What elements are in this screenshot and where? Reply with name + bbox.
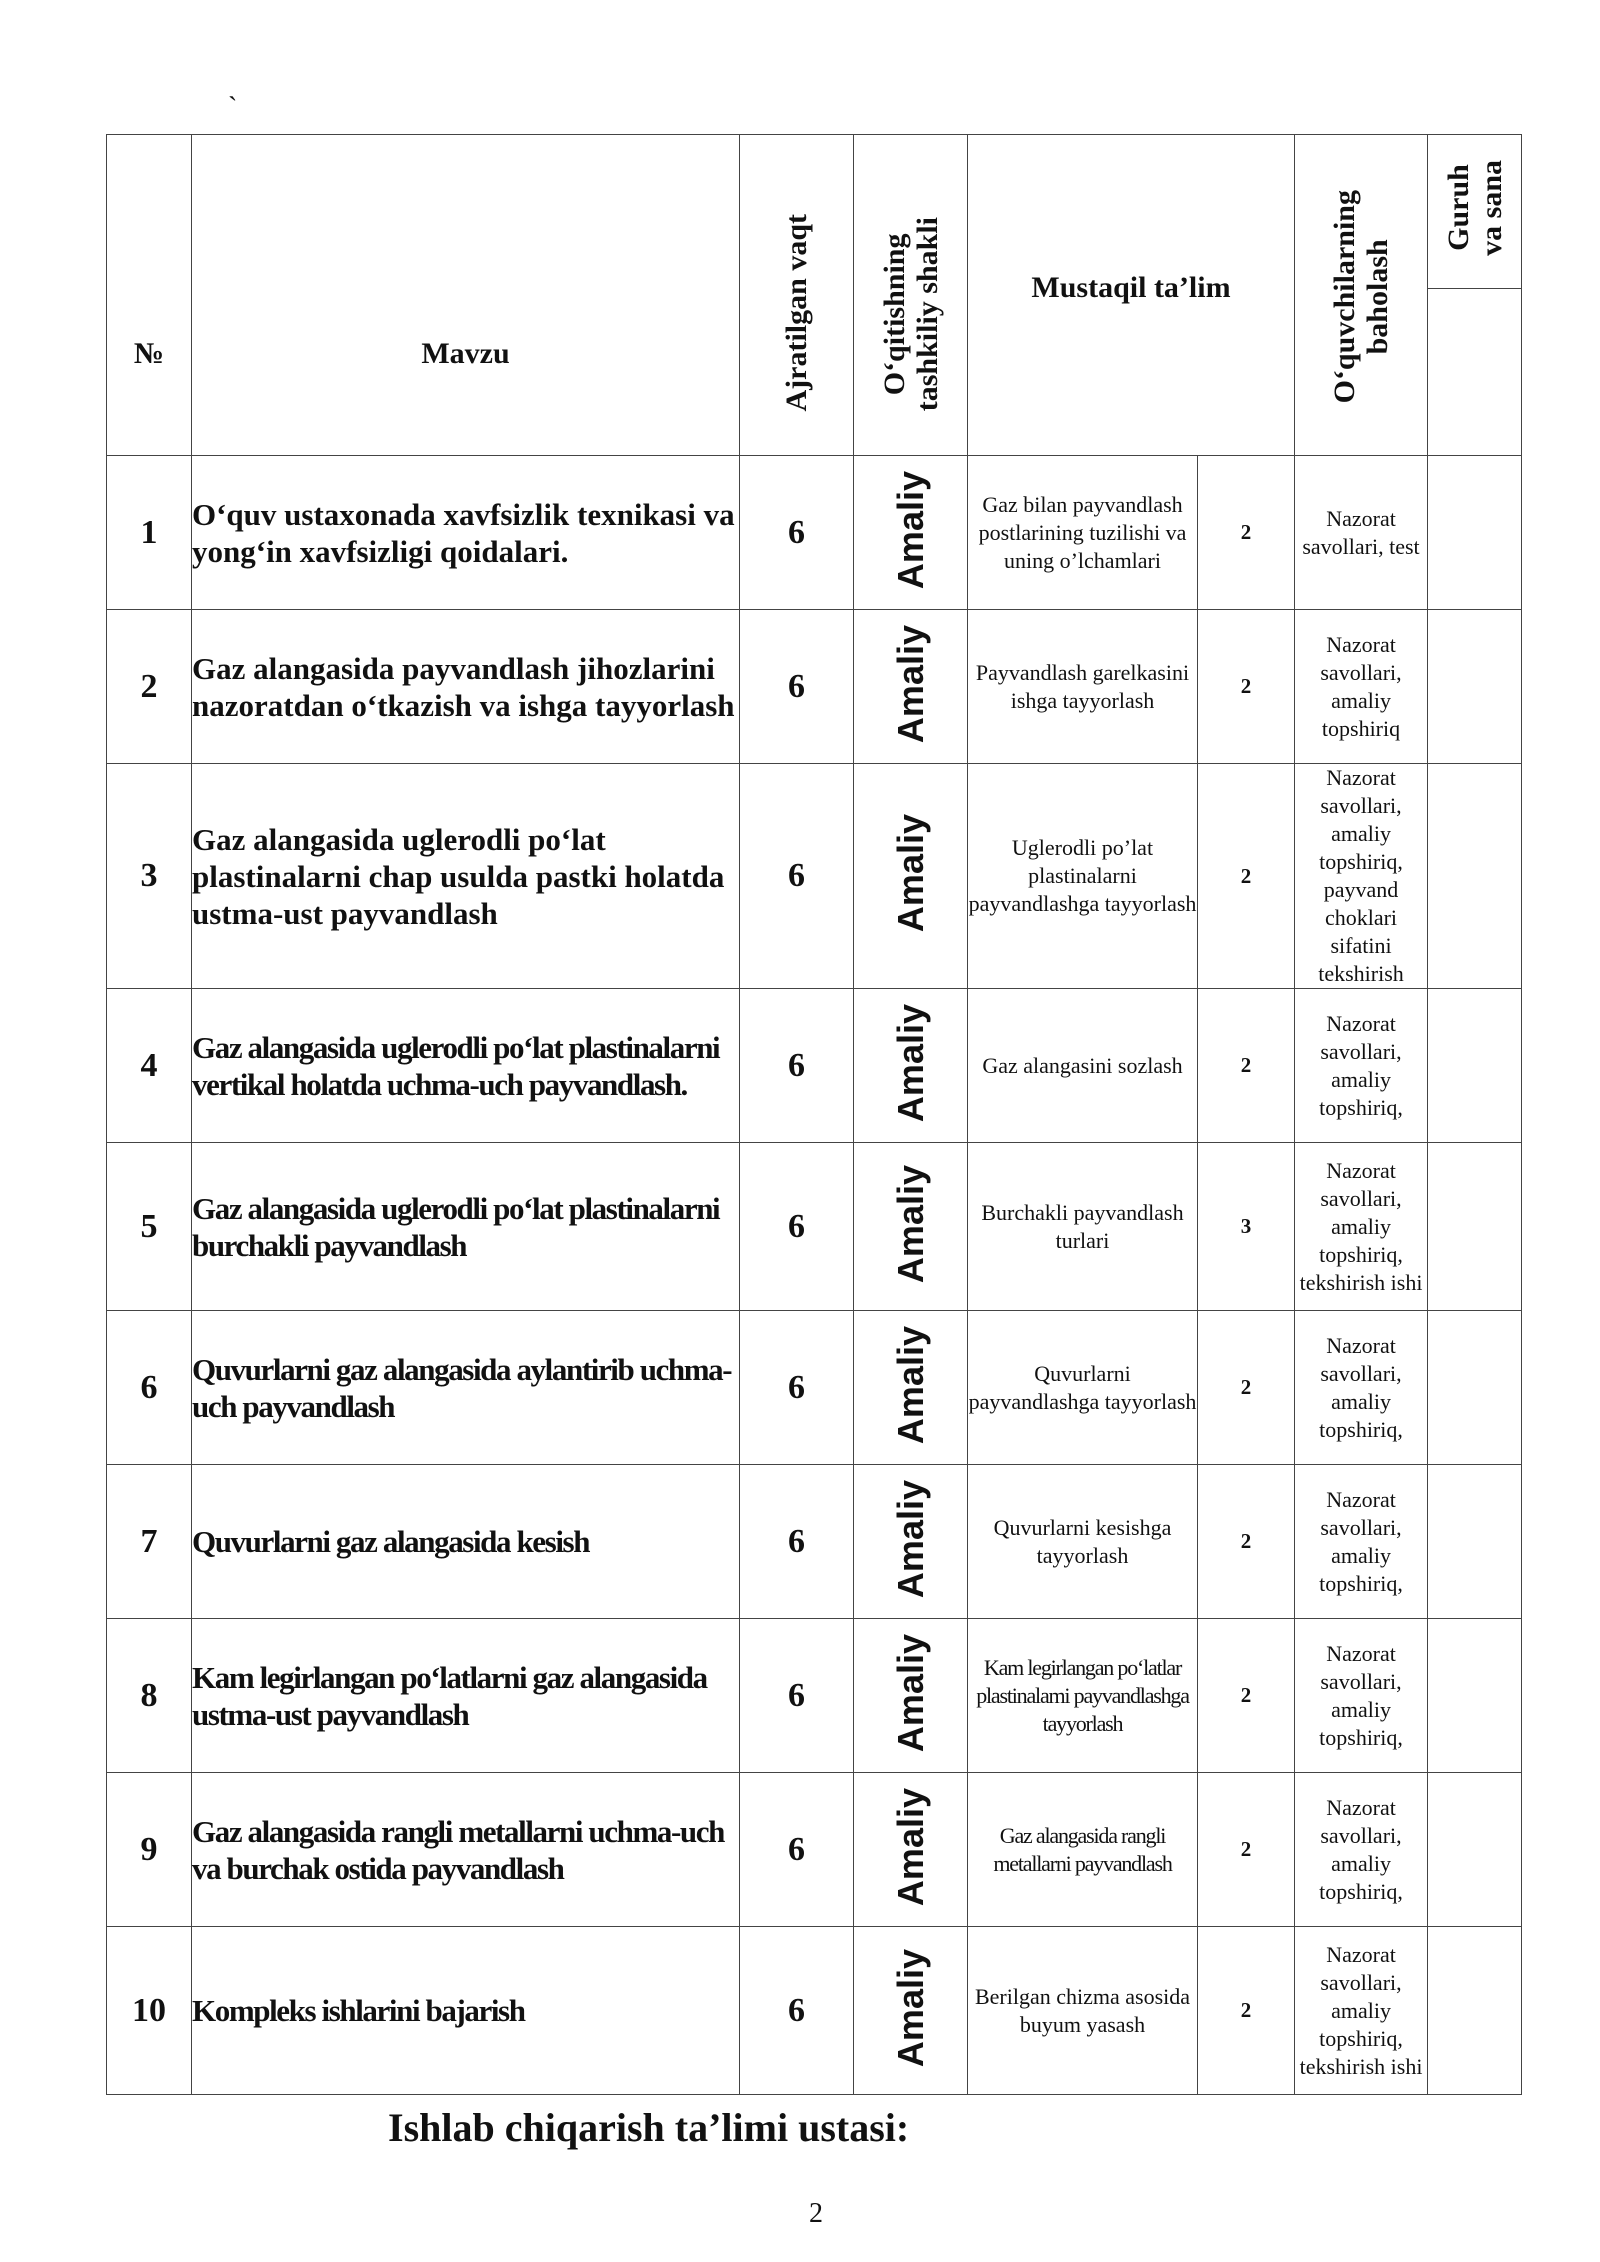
row-hours: 6 — [740, 1143, 854, 1311]
row-evaluation: Nazorat savollari, amaliy topshiriq, payvand choklari sifatini tekshirish — [1295, 764, 1428, 989]
row-topic: Gaz alangasida uglerodli po‘lat plastinalarni burchakli payvandlash — [192, 1143, 740, 1311]
row-independent-topic: Berilgan chizma asosida buyum yasash — [968, 1927, 1198, 2095]
row-form — [854, 764, 968, 989]
row-number: 10 — [107, 1927, 192, 2095]
row-hours: 6 — [740, 456, 854, 610]
row-number: 6 — [107, 1311, 192, 1465]
header-row — [107, 135, 1522, 289]
row-group-date — [1428, 1465, 1522, 1619]
table-row — [107, 989, 1522, 1143]
header-form: O‘qitishning tashkiliy shakli — [854, 135, 968, 456]
row-group-date — [1428, 1311, 1522, 1465]
row-topic: O‘quv ustaxonada xavfsizlik texnikasi va yong‘in xavfsizligi qoidalari. — [192, 456, 740, 610]
row-group-date — [1428, 989, 1522, 1143]
row-form-label: Amaliy — [889, 1633, 931, 1753]
table-row — [107, 1311, 1522, 1465]
row-independent-hours: 3 — [1198, 1143, 1295, 1311]
row-form — [854, 1619, 968, 1773]
row-group-date — [1428, 456, 1522, 610]
row-group-date — [1428, 1143, 1522, 1311]
row-form — [854, 989, 968, 1143]
row-independent-hours: 2 — [1198, 1773, 1295, 1927]
row-topic: Gaz alangasida uglerodli po‘lat plastinalarni chap usulda pastki holatda ustma-ust payvandlash — [192, 764, 740, 989]
row-evaluation: Nazorat savollari, amaliy topshiriq, — [1295, 1619, 1428, 1773]
row-form-label: Amaliy — [889, 1787, 931, 1907]
row-independent-topic: Uglerodli po’lat plastinalarni payvandlashga tayyorlash — [968, 764, 1198, 989]
row-number: 3 — [107, 764, 192, 989]
row-number: 5 — [107, 1143, 192, 1311]
row-evaluation: Nazorat savollari, amaliy topshiriq, tekshirish ishi — [1295, 1927, 1428, 2095]
row-independent-hours: 2 — [1198, 1619, 1295, 1773]
row-hours: 6 — [740, 764, 854, 989]
header-hours: Ajratilgan vaqt — [740, 135, 854, 456]
row-form — [854, 1465, 968, 1619]
row-form — [854, 1311, 968, 1465]
row-number: 1 — [107, 456, 192, 610]
table-row — [107, 1619, 1522, 1773]
header-topic: Mavzu — [192, 135, 740, 456]
row-independent-hours: 2 — [1198, 764, 1295, 989]
row-number: 7 — [107, 1465, 192, 1619]
row-evaluation: Nazorat savollari, amaliy topshiriq — [1295, 610, 1428, 764]
table-row — [107, 1927, 1522, 2095]
row-topic: Gaz alangasida payvandlash jihozlarini nazoratdan o‘tkazish va ishga tayyorlash — [192, 610, 740, 764]
table-row — [107, 456, 1522, 610]
table-row — [107, 1143, 1522, 1311]
row-form — [854, 456, 968, 610]
row-independent-topic: Gaz bilan payvandlash postlarining tuzilishi va uning o’lchamlari — [968, 456, 1198, 610]
row-independent-hours: 2 — [1198, 1311, 1295, 1465]
row-form-label: Amaliy — [889, 470, 931, 590]
row-evaluation: Nazorat savollari, test — [1295, 456, 1428, 610]
row-group-date — [1428, 1927, 1522, 2095]
row-group-date — [1428, 1619, 1522, 1773]
table-row — [107, 1465, 1522, 1619]
row-number: 9 — [107, 1773, 192, 1927]
row-independent-topic: Payvandlash garelkasini ishga tayyorlash — [968, 610, 1198, 764]
row-topic: Quvurlarni gaz alangasida aylantirib uchma-uch payvandlash — [192, 1311, 740, 1465]
row-topic: Gaz alangasida uglerodli po‘lat plastinalarni vertikal holatda uchma-uch payvandlash. — [192, 989, 740, 1143]
row-form — [854, 1927, 968, 2095]
stray-mark: ` — [228, 92, 238, 123]
row-hours: 6 — [740, 610, 854, 764]
row-independent-topic: Gaz alangasida rangli metallarni payvandlash — [968, 1773, 1198, 1927]
page-number: 2 — [809, 2198, 823, 2229]
row-independent-topic: Kam legirlangan po‘latlar plastinalami payvandlashga tayyorlash — [968, 1619, 1198, 1773]
row-group-date — [1428, 764, 1522, 989]
row-evaluation: Nazorat savollari, amaliy topshiriq, — [1295, 1465, 1428, 1619]
row-number: 2 — [107, 610, 192, 764]
row-independent-topic: Quvurlarni payvandlashga tayyorlash — [968, 1311, 1198, 1465]
row-evaluation: Nazorat savollari, amaliy topshiriq, — [1295, 1311, 1428, 1465]
table-row — [107, 1773, 1522, 1927]
row-form-label: Amaliy — [889, 814, 931, 933]
row-evaluation: Nazorat savollari, amaliy topshiriq, — [1295, 1773, 1428, 1927]
header-group-date: Guruh va sana — [1428, 135, 1522, 289]
row-hours: 6 — [740, 1311, 854, 1465]
row-hours: 6 — [740, 1465, 854, 1619]
row-independent-topic: Gaz alangasini sozlash — [968, 989, 1198, 1143]
row-group-date — [1428, 1773, 1522, 1927]
row-hours: 6 — [740, 1773, 854, 1927]
row-form — [854, 610, 968, 764]
row-topic: Kam legirlangan po‘latlarni gaz alangasida ustma-ust payvandlash — [192, 1619, 740, 1773]
row-independent-hours: 2 — [1198, 610, 1295, 764]
row-hours: 6 — [740, 989, 854, 1143]
footer-signature: Ishlab chiqarish ta’limi ustasi: — [388, 2105, 910, 2150]
row-independent-hours: 2 — [1198, 1465, 1295, 1619]
row-form-label: Amaliy — [889, 1325, 931, 1445]
row-group-date — [1428, 610, 1522, 764]
row-topic: Kompleks ishlarini bajarish — [192, 1927, 740, 2095]
row-form-label: Amaliy — [889, 624, 931, 744]
row-form-label: Amaliy — [889, 1948, 931, 2068]
row-hours: 6 — [740, 1927, 854, 2095]
row-form — [854, 1773, 968, 1927]
lesson-plan-table — [106, 134, 1522, 2095]
row-independent-hours: 2 — [1198, 989, 1295, 1143]
row-hours: 6 — [740, 1619, 854, 1773]
header-independent: Mustaqil ta’lim — [968, 135, 1295, 456]
row-independent-hours: 2 — [1198, 456, 1295, 610]
row-topic: Quvurlarni gaz alangasida kesish — [192, 1465, 740, 1619]
header-evaluation: O‘quvchilarning baholash — [1295, 135, 1428, 456]
row-form-label: Amaliy — [889, 1164, 931, 1284]
row-independent-hours: 2 — [1198, 1927, 1295, 2095]
row-form-label: Amaliy — [889, 1003, 931, 1123]
table-row — [107, 764, 1522, 989]
row-independent-topic: Burchakli payvandlash turlari — [968, 1143, 1198, 1311]
row-evaluation: Nazorat savollari, amaliy topshiriq, — [1295, 989, 1428, 1143]
row-form-label: Amaliy — [889, 1479, 931, 1599]
header-no: № — [107, 135, 192, 456]
row-form — [854, 1143, 968, 1311]
row-evaluation: Nazorat savollari, amaliy topshiriq, tekshirish ishi — [1295, 1143, 1428, 1311]
row-topic: Gaz alangasida rangli metallarni uchma-uch va burchak ostida payvandlash — [192, 1773, 740, 1927]
row-number: 8 — [107, 1619, 192, 1773]
header-group-date-blank — [1428, 289, 1522, 456]
row-number: 4 — [107, 989, 192, 1143]
table-row — [107, 610, 1522, 764]
row-independent-topic: Quvurlarni kesishga tayyorlash — [968, 1465, 1198, 1619]
